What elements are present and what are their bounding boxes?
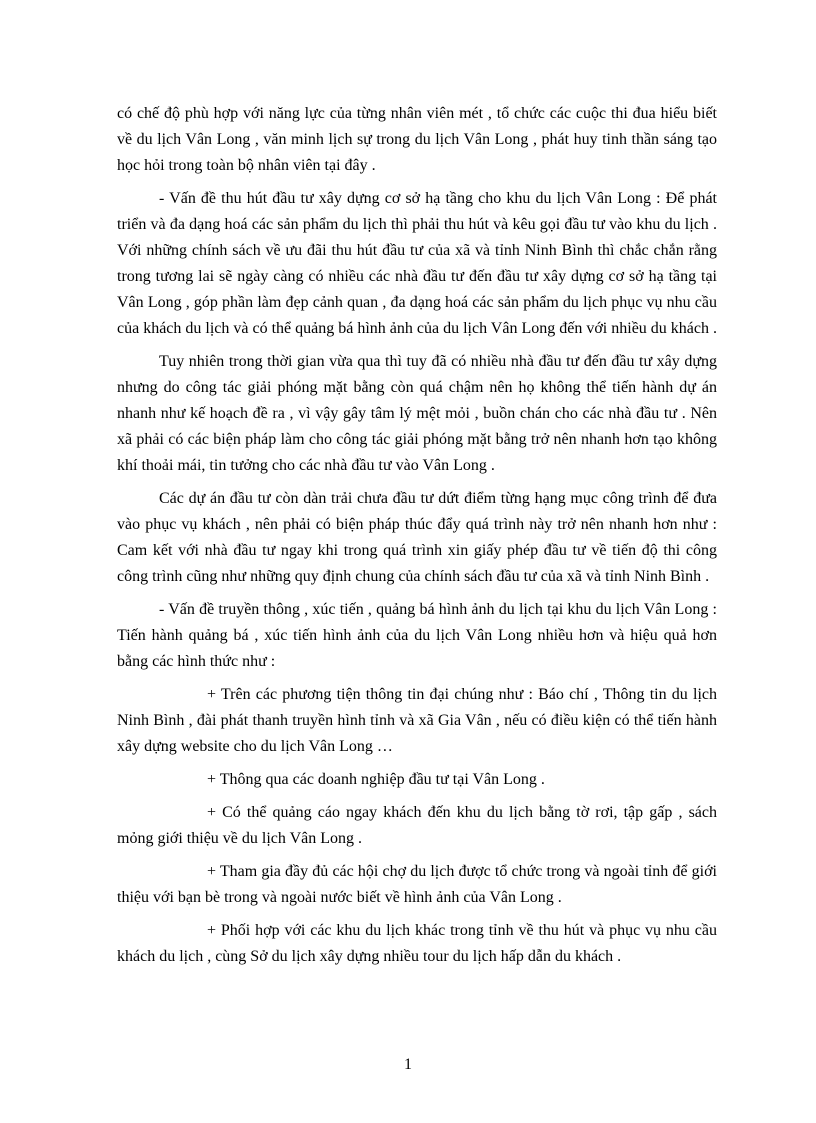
paragraph-investment-attraction: - Vấn đề thu hút đầu tư xây dựng cơ sở hạ tầng cho khu du lịch Vân Long : Để phát triển và đa dạng hoá các sản phẩm du lịch thì phải thu hút và kêu gọi đầu tư vào khu du lịch . Với những chính sách về ưu đãi thu hút đầu tư của xã và tỉnh Ninh Bình thì chắc chắn rằng trong tương lai sẽ ngày càng có nhiều các nhà đầu tư đến đầu tư xây dựng cơ sở hạ tầng tại Vân Long , góp phần làm đẹp cảnh quan , đa dạng hoá các sản phẩm du lịch phục vụ nhu cầu của khách du lịch và có thể quảng bá hình ảnh của du lịch Vân Long đến với nhiều du khách . xyxy=(117,190,717,337)
paragraph-scattered-projects: Các dự án đầu tư còn dàn trải chưa đầu tư dứt điểm từng hạng mục công trình để đưa vào phục vụ khách , nên phải có biện pháp thúc đẩy quá trình này trở nên nhanh hơn như : Cam kết với nhà đầu tư ngay khi trong quá trình xin giấy phép đầu tư về tiến độ thi công công trình cũng như những quy định chung của chính sách đầu tư của xã và tỉnh Ninh Bình . xyxy=(117,490,717,585)
bullet-leaflets: + Có thể quảng cáo ngay khách đến khu du lịch bằng tờ rơi, tập gấp , sách mỏng giới thiệu về du lịch Vân Long . xyxy=(117,804,717,847)
bullet-trade-fairs: + Tham gia đầy đủ các hội chợ du lịch được tổ chức trong và ngoài tỉnh để giới thiệu với bạn bè trong và ngoài nước biết về hình ảnh của Vân Long . xyxy=(117,863,717,906)
bullet-mass-media: + Trên các phương tiện thông tin đại chúng như : Báo chí , Thông tin du lịch Ninh Bình , đài phát thanh truyền hình tỉnh và xã Gia Vân , nếu có điều kiện có thể tiến hành xây dựng website cho du lịch Vân Long … xyxy=(117,686,717,755)
paragraph-land-clearance: Tuy nhiên trong thời gian vừa qua thì tuy đã có nhiều nhà đầu tư đến đầu tư xây dựng nhưng do công tác giải phóng mặt bằng còn quá chậm nên họ không thể tiến hành dự án nhanh như kế hoạch đề ra , vì vậy gây tâm lý mệt mỏi , buồn chán cho các nhà đầu tư . Nên xã phải có các biện pháp làm cho công tác giải phóng mặt bằng trở nên nhanh hơn tạo không khí thoải mái, tin tưởng cho các nhà đầu tư vào Vân Long . xyxy=(117,353,717,474)
bullet-businesses: + Thông qua các doanh nghiệp đầu tư tại Vân Long . xyxy=(207,771,545,788)
paragraph-promotion: - Vấn đề truyền thông , xúc tiến , quảng bá hình ảnh du lịch tại khu du lịch Vân Long : Tiến hành quảng bá , xúc tiến hình ảnh của du lịch Vân Long nhiều hơn và hiệu quả hơn bằng các hình thức như : xyxy=(117,601,717,670)
paragraph-continuation: có chế độ phù hợp với năng lực của từng nhân viên mét , tổ chức các cuộc thi đua hiểu biết về du lịch Vân Long , văn minh lịch sự trong du lịch Vân Long , phát huy tinh thần sáng tạo học hỏi trong toàn bộ nhân viên tại đây . xyxy=(117,105,717,174)
bullet-cooperation: + Phối hợp với các khu du lịch khác trong tỉnh về thu hút và phục vụ nhu cầu khách du lịch , cùng Sở du lịch xây dựng nhiều tour du lịch hấp dẫn du khách . xyxy=(117,922,717,965)
page-number: 1 xyxy=(404,1056,412,1073)
document-body xyxy=(117,101,717,970)
